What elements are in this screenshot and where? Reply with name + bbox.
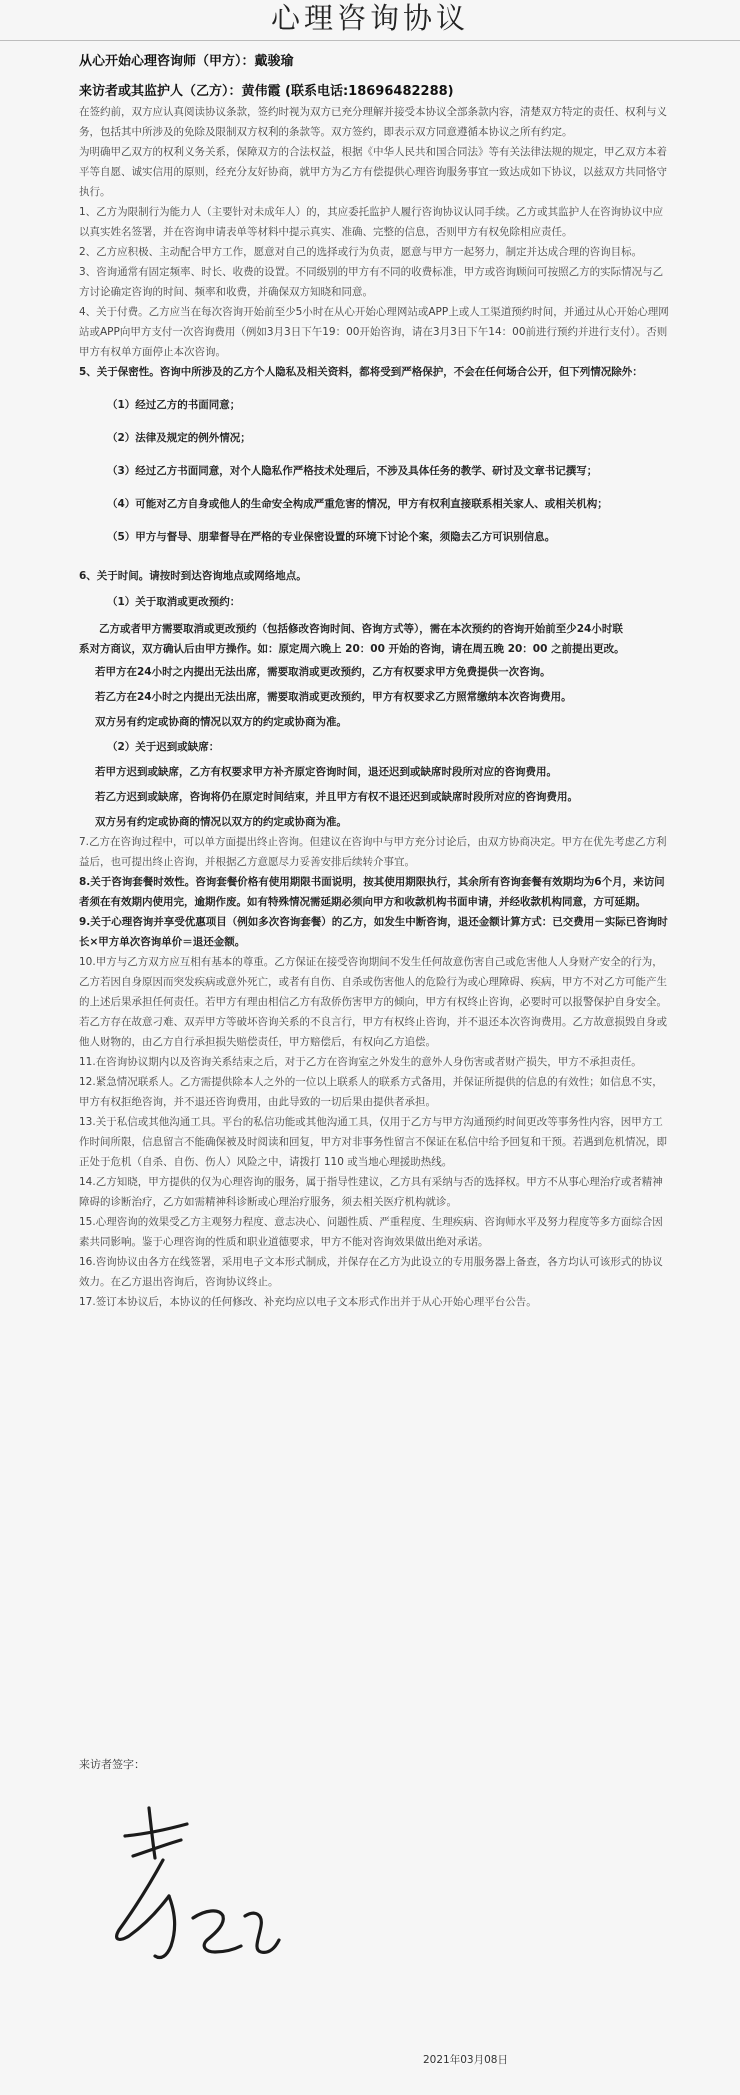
- clause-6-heading: 6、关于时间。请按时到达咨询地点或网络地点。: [79, 570, 307, 582]
- clause-6-line: 若乙方迟到或缺席，咨询将仍在原定时间结束，并且甲方有权不退还迟到或缺席时段所对应的咨询费用。: [95, 791, 578, 803]
- clause-6-line: 若甲方在24小时之内提出无法出席，需要取消或更改预约，乙方有权要求甲方免费提供一次咨询。: [95, 666, 551, 678]
- clause-6-line: 若甲方迟到或缺席，乙方有权要求甲方补齐原定咨询时间，退还迟到或缺席时段所对应的咨询费用。: [95, 766, 557, 778]
- handwritten-signature: [105, 1800, 295, 1980]
- clause-16: 16.咨询协议由各方在线签署，采用电子文本形式制成，并保存在乙方为此设立的专用服务器上备查，各方均认可该形式的协议效力。在乙方退出咨询后，咨询协议终止。: [79, 1256, 663, 1288]
- clause-17: 17.签订本协议后，本协议的任何修改、补充均应以电子文本形式作出并于从心开始心理平台公告。: [79, 1296, 537, 1308]
- clause-6-line: 系对方商议，双方确认后由甲方操作。如：原定周六晚上 20：00 开始的咨询，请在周五晚 20：00 之前提出更改。: [79, 643, 625, 655]
- clause-11: 11.在咨询协议期内以及咨询关系结束之后，对于乙方在咨询室之外发生的意外人身伤害或者财产损失，甲方不承担责任。: [79, 1056, 642, 1068]
- clause-6-line: 乙方或者甲方需要取消或更改预约（包括修改咨询时间、咨询方式等），需在本次预约的咨询开始前至少24小时联: [99, 623, 623, 635]
- clause-15: 15.心理咨询的效果受乙方主观努力程度、意志决心、问题性质、严重程度、生理疾病、咨询师水平及努力程度等多方面综合因素共同影响。鉴于心理咨询的性质和职业道德要求，甲方不能对咨询效果做出绝对承诺。: [79, 1216, 663, 1248]
- clause-13: 13.关于私信或其他沟通工具。平台的私信功能或其他沟通工具，仅用于乙方与甲方沟通预约时间更改等事务性内容，因甲方工作时间所限，信息留言不能确保被及时阅读和回复，甲方对非事务性留言不保证在私信中给予回复和干预。若遇到危机情况，即正处于危机（自杀、自伤、伤人）风险之中，请拨打 110 或当地心理援助热线。: [79, 1116, 667, 1168]
- signature-label: 来访者签字：: [79, 1758, 145, 1771]
- clause-6-line: 双方另有约定或协商的情况以双方的约定或协商为准。: [95, 816, 347, 828]
- clause-6-subheading: （1）关于取消或更改预约：: [107, 596, 241, 608]
- clause-8: 8.关于咨询套餐时效性。咨询套餐价格有使用期限书面说明，按其使用期限执行，其余所有咨询套餐有效期均为6个月，来访问者须在有效期内使用完，逾期作废。如有特殊情况需延期必须向甲方和收款机构书面申请，并经收款机构同意，方可延期。: [79, 876, 665, 908]
- clause-2: 2、乙方应积极、主动配合甲方工作，愿意对自己的选择或行为负责，愿意与甲方一起努力，制定并达成合理的咨询目标。: [79, 246, 643, 258]
- clause-10: 10.甲方与乙方双方应互相有基本的尊重。乙方保证在接受咨询期间不发生任何故意伤害自己或危害他人人身财产安全的行为，乙方若因自身原因而突发疾病或意外死亡，或者有自伤、自杀或伤害他人的危险行为或心理障碍、疾病，甲方不对乙方可能产生的上述后果承担任何责任。若甲方有理由相信乙方有敌侨伤害甲方的倾向，甲方有权终止咨询，必要时可以报警保护自身安全。若乙方存在故意刁难、双弄甲方等破坏咨询关系的不良言行，甲方有权终止咨询，并不退还本次咨询费用。乙方故意损毁自身或他人财物的，由乙方自行承担损失赔偿责任，甲方赔偿后，有权向乙方追偿。: [79, 956, 667, 1048]
- clause-5-item: （1）经过乙方的书面同意；: [107, 399, 241, 411]
- clause-6-line: 双方另有约定或协商的情况以双方的约定或协商为准。: [95, 716, 347, 728]
- clause-12: 12.紧急情况联系人。乙方需提供除本人之外的一位以上联系人的联系方式备用，并保证所提供的信息的有效性；如信息不实，甲方有权拒绝咨询，并不退还咨询费用，由此导致的一切后果由提供者承担。: [79, 1076, 663, 1108]
- intro-paragraph-2: 为明确甲乙双方的权利义务关系，保障双方的合法权益，根据《中华人民共和国合同法》等有关法律法规的规定，甲乙双方本着平等自愿、诚实信用的原则，经充分友好协商，就甲方为乙方有偿提供心理咨询服务事宜一致达成如下协议，以兹双方共同恪守执行。: [79, 146, 667, 198]
- signing-date: 2021年03月08日: [423, 2054, 508, 2066]
- clause-9: 9.关于心理咨询并享受优惠项目（例如多次咨询套餐）的乙方，如发生中断咨询，退还金额计算方式：已交费用－实际已咨询时长×甲方单次咨询单价＝退还金额。: [79, 916, 668, 948]
- party-a-line: 从心开始心理咨询师（甲方）：戴骏瑜: [79, 54, 294, 69]
- clause-5-heading: 5、关于保密性。咨询中所涉及的乙方个人隐私及相关资料，都将受到严格保护，不会在任何场合公开，但下列情况除外：: [79, 366, 643, 378]
- clause-5-item: （5）甲方与督导、朋辈督导在严格的专业保密设置的环境下讨论个案，须隐去乙方可识别信息。: [107, 531, 556, 543]
- party-b-line: 来访者或其监护人（乙方）：黄伟霞 (联系电话:18696482288): [79, 84, 454, 99]
- clause-5-item: （3）经过乙方书面同意，对个人隐私作严格技术处理后，不涉及具体任务的教学、研讨及文章书记撰写；: [107, 465, 598, 477]
- document-title: 心理咨询协议: [0, 0, 740, 41]
- clause-5-item: （2）法律及规定的例外情况；: [107, 432, 251, 444]
- clause-6-line: 若乙方在24小时之内提出无法出席，需要取消或更改预约，甲方有权要求乙方照常缴纳本次咨询费用。: [95, 691, 572, 703]
- clause-5-item: （4）可能对乙方自身或他人的生命安全构成严重危害的情况，甲方有权利直接联系相关家人、或相关机构；: [107, 498, 608, 510]
- clause-3: 3、咨询通常有固定频率、时长、收费的设置。不同级别的甲方有不同的收费标准，甲方或咨询顾问可按照乙方的实际情况与乙方讨论确定咨询的时间、频率和收费，并确保双方知晓和同意。: [79, 266, 664, 298]
- clause-6-subheading: （2）关于迟到或缺席：: [107, 741, 220, 753]
- clause-4: 4、关于付费。乙方应当在每次咨询开始前至少5小时在从心开始心理网站或APP上或人工渠道预约时间，并通过从心开始心理网站或APP向甲方支付一次咨询费用（例如3月3日下午19：00开始咨询，请在3月3日下午14：00前进行预约并进行支付）。否则甲方有权单方面停止本次咨询。: [79, 306, 669, 358]
- intro-paragraph-1: 在签约前，双方应认真阅读协议条款，签约时视为双方已充分理解并接受本协议全部条款内容，清楚双方特定的责任、权利与义务，包括其中所涉及的免除及限制双方权利的条款等。双方签约，即表示双方同意遵循本协议之所有约定。: [79, 106, 667, 138]
- clause-1: 1、乙方为限制行为能力人（主要针对未成年人）的，其应委托监护人履行咨询协议认同手续。乙方或其监护人在咨询协议中应以真实姓名签署，并在咨询申请表单等材料中提示真实、准确、完整的信息，否则甲方有权免除相应责任。: [79, 206, 664, 238]
- clause-7: 7.乙方在咨询过程中，可以单方面提出终止咨询。但建议在咨询中与甲方充分讨论后，由双方协商决定。甲方在优先考虑乙方利益后，也可提出终止咨询，并根据乙方意愿尽力妥善安排后续转介事宜。: [79, 836, 667, 868]
- clause-14: 14.乙方知晓，甲方提供的仅为心理咨询的服务，属于指导性建议，乙方具有采纳与否的选择权。甲方不从事心理治疗或者精神障碍的诊断治疗，乙方如需精神科诊断或心理治疗服务，须去相关医疗机构就诊。: [79, 1176, 663, 1208]
- document-body: [79, 48, 671, 1312]
